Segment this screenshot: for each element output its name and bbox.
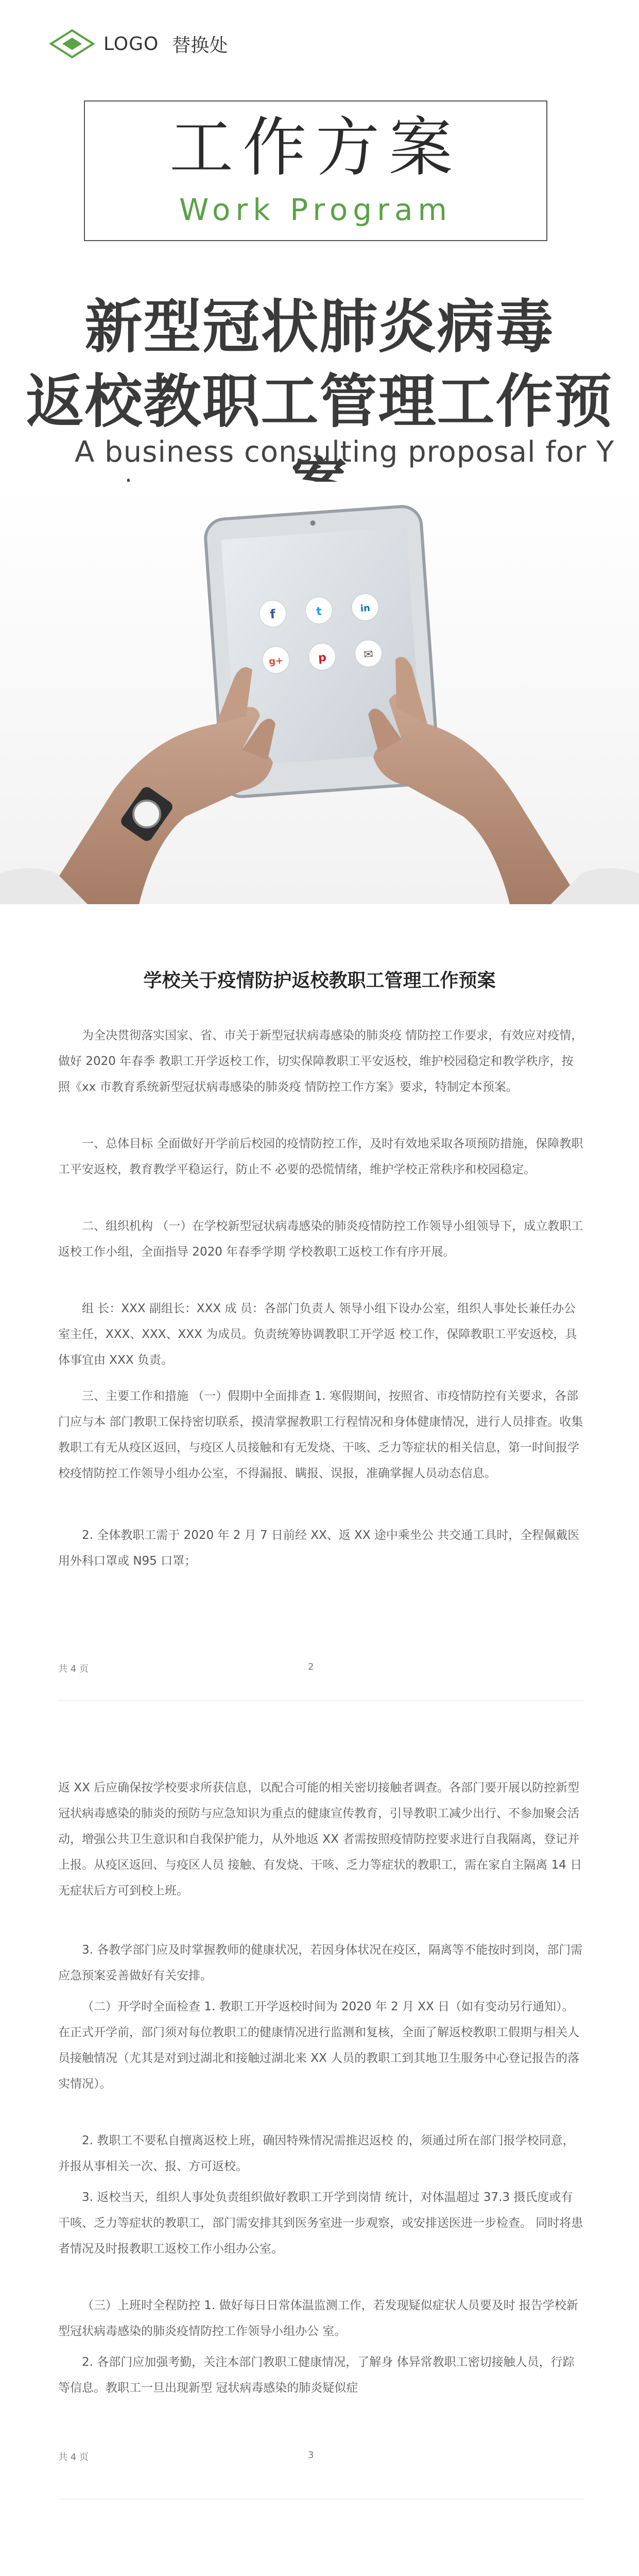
paragraph: 返 XX 后应确保按学校要求所获信息，以配合可能的相关密切接触者调查。各部门要开展以防控新型冠状病毒感染的肺炎的预防与应急知识为重点的健康宣传教育，引导教职工减少出行、不参加聚会活动，增强公共卫生意识和自我保护能力，从外地返 XX 者需按照疫情防控要求进行自我隔离，登记并上报。从疫区返回、与疫区人员 接触、有发烧、干咳、乏力等症状的教职工，需在家自主隔离 14 日无症状后方可到校上班。 bbox=[58, 1781, 582, 1897]
paragraph: 3. 各教学部门应及时掌握教师的健康状况，若因身体状况在疫区，隔离等不能按时到岗，部门需应急预案妥善做好有关安排。 bbox=[58, 1943, 583, 1982]
hands-tablet-photo bbox=[0, 482, 639, 904]
paragraph: （三）上班时全程防控 1. 做好每日日常体温监测工作，若发现疑似症状人员要及时 报告学校新型冠状病毒感染的肺炎疫情防控工作领导小组办公 室。 bbox=[58, 2299, 578, 2338]
cover-title-box bbox=[84, 100, 547, 241]
page-divider bbox=[58, 1700, 583, 1701]
document-title: 学校关于疫情防护返校教职工管理工作预案 bbox=[143, 970, 496, 991]
paragraph: （二）开学时全面检查 1. 教职工开学返校时间为 2020 年 2 月 XX 日（如有变动另行通知）。在正式开学前，部门须对每位教职工的健康情况进行监测和复核，全面了解返校教职工假期与相关人员接触情况（尤其是对到过湖北和接触过湖北来 XX 人员的教职工到其地卫生服务中心登记报告的落实情况）。 bbox=[58, 2000, 580, 2091]
page-footer-number: 3 bbox=[308, 2450, 314, 2461]
svg-text:✉: ✉ bbox=[363, 648, 374, 662]
svg-text:p: p bbox=[318, 651, 327, 665]
paragraph: 2. 各部门应加强考勤，关注本部门教职工健康情况，了解身 体异常教职工密切接触人员，行踪等信息。教职工一旦出现新型 冠状病毒感染的肺炎疑似症 bbox=[58, 2355, 575, 2395]
page-footer-total: 共 4 页 bbox=[58, 2452, 89, 2463]
paragraph: 组 长：XXX 副组长：XXX 成 员：各部门负责人 领导小组下设办公室，组织人事处长兼任办公室主任，XXX、XXX、XXX 为成员。负责统筹协调教职工开学返 校工作，保障教职工平安返校，具体事宜由 XXX 负责。 bbox=[58, 1302, 577, 1367]
tagline: A business consulting proposal for Y bbox=[75, 435, 615, 469]
svg-text:f: f bbox=[269, 606, 276, 622]
svg-text:in: in bbox=[360, 602, 371, 615]
svg-text:t: t bbox=[316, 605, 322, 619]
logo-text: LOGO bbox=[103, 33, 159, 55]
logo-replace-text: 替换处 bbox=[172, 35, 228, 56]
page-footer-total: 共 4 页 bbox=[58, 1664, 89, 1674]
paragraph: 二、组织机构 （一）在学校新型冠状病毒感染的肺炎疫情防控工作领导小组领导下，成立教职工返校工作小组，全面指导 2020 年春季学期 学校教职工返校工作有序开展。 bbox=[58, 1219, 583, 1259]
paragraph: 3. 返校当天，组织人事处负责组织做好教职工开学到岗情 统计，对体温超过 37.3 摄氏度或有干咳、乏力等症状的教职工，部门需安排其到医务室进一步观察，或安排送医进一步检查。 同时将患者情况及时报教职工返校工作小组办公室。 bbox=[58, 2191, 583, 2256]
cover-title: 工作方案 bbox=[169, 111, 462, 185]
paragraph: 一、总体目标 全面做好开学前后校园的疫情防控工作，及时有效地采取各项预防措施，保障教职工平安返校，教育教学平稳运行，防止不 必要的恐慌情绪，维护学校正常秩序和校园稳定。 bbox=[58, 1137, 583, 1176]
paragraph: 2. 教职工不要私自擅离返校上班，确因特殊情况需推迟返校 的，须通过所在部门报学校同意，并报从事相关一次、报、方可返校。 bbox=[58, 2134, 575, 2173]
headline-line-2: 返校教职工管理工作预 bbox=[26, 368, 613, 435]
logo bbox=[49, 28, 228, 59]
headline-line-1: 新型冠状肺炎病毒 bbox=[84, 294, 555, 361]
svg-text:g+: g+ bbox=[268, 655, 284, 667]
paragraph: 2. 全体教职工需于 2020 年 2 月 7 日前经 XX、返 XX 途中乘坐公 共交通工具时，全程佩戴医用外科口罩或 N95 口罩； bbox=[58, 1529, 580, 1568]
paragraph: 三、主要工作和措施 （一）假期中全面排查 1. 寒假期间，按照省、市疫情防控有关要求，各部门应与本 部门教职工保持密切联系，摸清掌握教职工行程情况和身体健康情况，进行人员排查。收集教职工有无从疫区返回，与疫区人员接触和有无发烧、干咳、乏力等症状的相关信息，第一时间报学校疫情防控工作领导小组办公室，不得漏报、瞒报、误报，准确掌握人员动态信息。 bbox=[58, 1389, 583, 1480]
paragraph: 为全决贯彻落实国家、省、市关于新型冠状病毒感染的肺炎疫 情防控工作要求，有效应对疫情，做好 2020 年春季 教职工开学返校工作，切实保障教职工平安返校，维护校园稳定和教学秩序，按照《xx 市教育系统新型冠状病毒感染的肺炎疫 情防控工作方案》要求，特制定本预案。 bbox=[58, 1029, 583, 1094]
logo-diamond-icon bbox=[49, 28, 95, 59]
cover-title-english: Work Program bbox=[179, 192, 453, 228]
page-footer-number: 2 bbox=[308, 1662, 314, 1672]
